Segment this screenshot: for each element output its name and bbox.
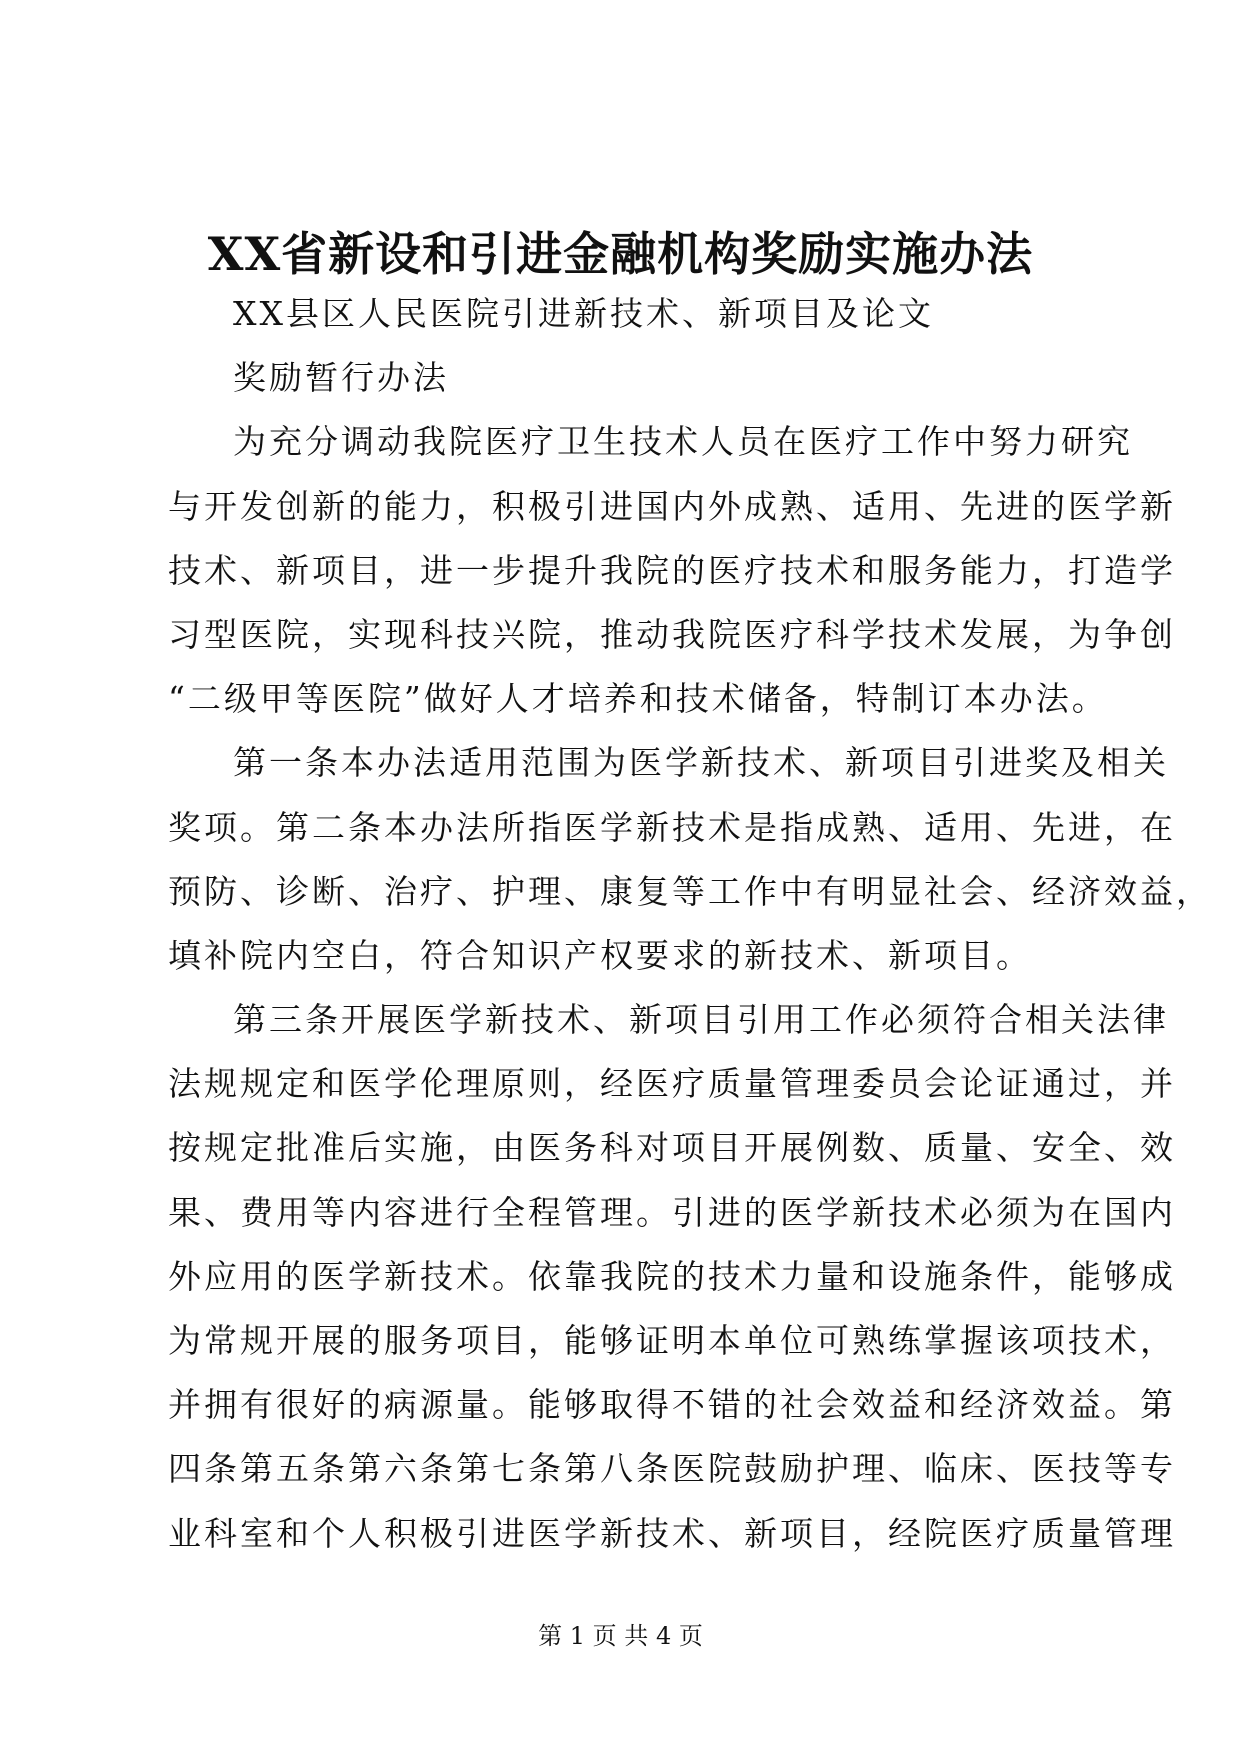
body-line: 第三条开展医学新技术、新项目引用工作必须符合相关法律 [233, 1000, 1169, 1040]
body-line: “二级甲等医院”做好人才培养和技术储备，特制订本办法。 [168, 679, 1108, 719]
body-line: 为常规开展的服务项目，能够证明本单位可熟练掌握该项技术， [168, 1321, 1176, 1360]
body-line: 并拥有很好的病源量。能够取得不错的社会效益和经济效益。第 [168, 1385, 1176, 1425]
body-line: 与开发创新的能力，积极引进国内外成熟、适用、先进的医学新 [168, 486, 1176, 526]
body-line: 技术、新项目，进一步提升我院的医疗技术和服务能力，打造学 [168, 550, 1176, 590]
body-line: 预防、诊断、治疗、护理、康复等工作中有明显社会、经济效益， [168, 871, 1212, 911]
body-line: 第一条本办法适用范围为医学新技术、新项目引进奖及相关 [233, 743, 1169, 783]
body-line: 外应用的医学新技术。依靠我院的技术力量和设施条件，能够成 [168, 1256, 1176, 1296]
body-line: 填补院内空白，符合知识产权要求的新技术、新项目。 [168, 935, 1032, 975]
body-line: 业科室和个人积极引进医学新技术、新项目，经院医疗质量管理 [168, 1513, 1176, 1553]
page-footer: 第 1 页 共 4 页 [538, 1622, 703, 1650]
body-line: 奖励暂行办法 [233, 358, 449, 398]
body-line: 为充分调动我院医疗卫生技术人员在医疗工作中努力研究 [233, 422, 1133, 462]
document-body [168, 282, 1212, 1566]
body-line: 习型医院，实现科技兴院，推动我院医疗科学技术发展，为争创 [168, 614, 1176, 654]
body-line: 四条第五条第六条第七条第八条医院鼓励护理、临床、医技等专 [168, 1449, 1176, 1489]
body-line: 果、费用等内容进行全程管理。引进的医学新技术必须为在国内 [168, 1192, 1176, 1232]
document-title: XX省新设和引进金融机构奖励实施办法 [207, 227, 1034, 281]
body-line: 法规规定和医学伦理原则，经医疗质量管理委员会论证通过，并 [168, 1064, 1176, 1104]
body-line: 按规定批准后实施，由医务科对项目开展例数、质量、安全、效 [168, 1128, 1176, 1168]
body-line: XX县区人民医院引进新技术、新项目及论文 [233, 294, 934, 333]
body-line: 奖项。第二条本办法所指医学新技术是指成熟、适用、先进，在 [168, 807, 1176, 847]
